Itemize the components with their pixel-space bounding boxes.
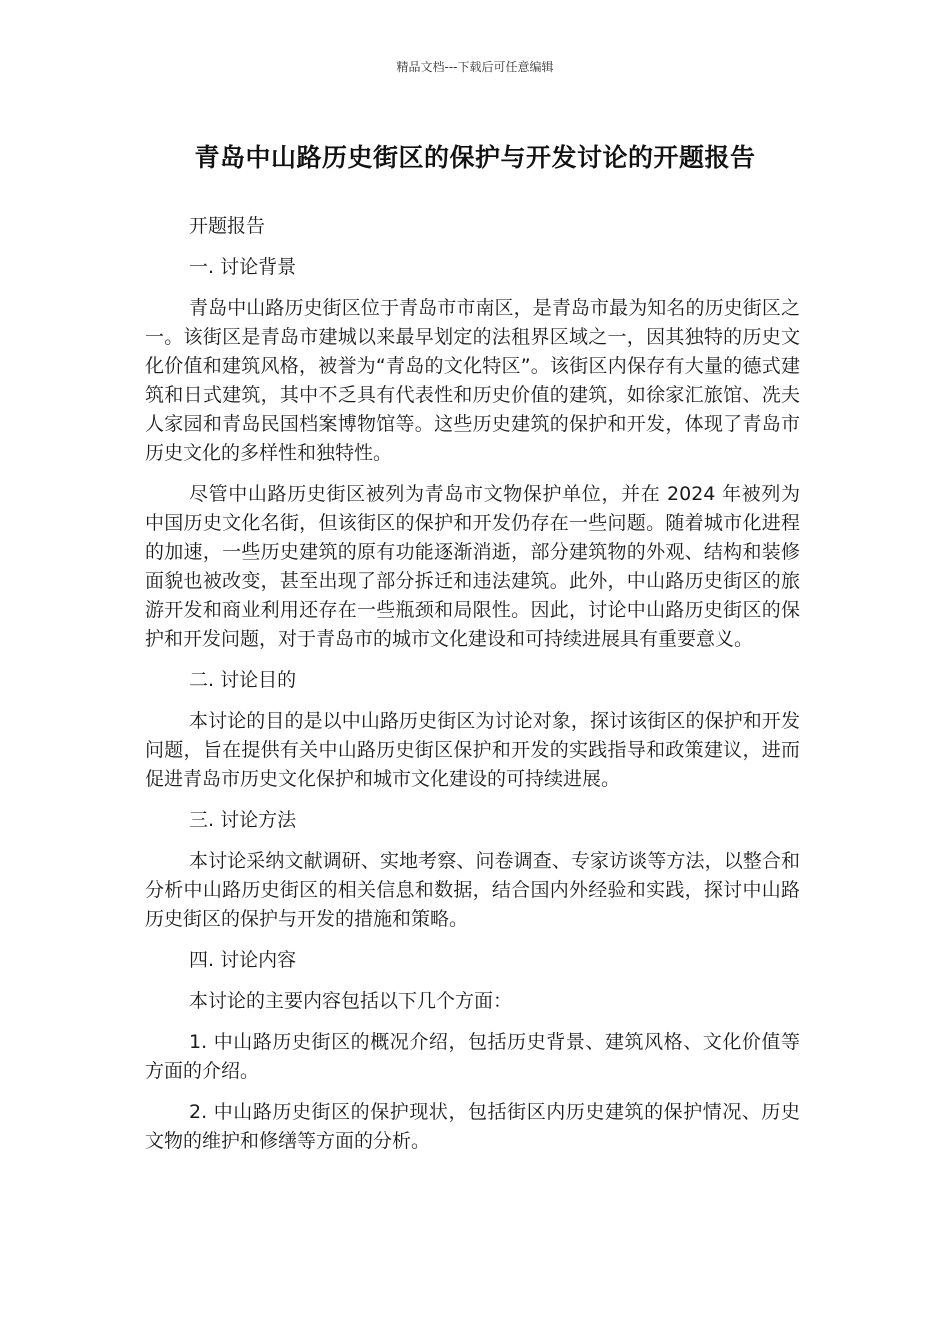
paragraph-background-2: 尽管中山路历史街区被列为青岛市文物保护单位，并在 2024 年被列为中国历史文化名街，但该街区的保护和开发仍存在一些问题。随着城市化进程的加速，一些历史建筑的原有功能逐渐消逝，部分建筑物的外观、结构和装修面貌也被改变，甚至出现了部分拆迁和违法建筑。此外，中山路历史街区的旅游开发和商业利用还存在一些瓶颈和局限性。因此，讨论中山路历史街区的保护和开发问题，对于青岛市的城市文化建设和可持续进展具有重要意义。: [145, 483, 800, 650]
paragraph-method: 本讨论采纳文献调研、实地考察、问卷调查、专家访谈等方法，以整合和分析中山路历史街区的相关信息和数据，结合国内外经验和实践，探讨中山路历史街区的保护与开发的措施和策略。: [145, 850, 800, 930]
section-heading-purpose: 二. 讨论目的: [189, 669, 297, 691]
paragraph-purpose: 本讨论的目的是以中山路历史街区为讨论对象，探讨该街区的保护和开发问题，旨在提供有关中山路历史街区保护和开发的实践指导和政策建议，进而促进青岛市历史文化保护和城市文化建设的可持续进展。: [145, 710, 800, 790]
section-heading-content: 四. 讨论内容: [189, 949, 297, 971]
header-note: 精品文档---下载后可任意编辑: [396, 60, 554, 74]
document-title: 青岛中山路历史街区的保护与开发讨论的开题报告: [194, 143, 756, 172]
section-heading-background: 一. 讨论背景: [189, 256, 297, 278]
list-item-2: 2. 中山路历史街区的保护现状，包括街区内历史建筑的保护情况、历史文物的维护和修缮等方面的分析。: [145, 1101, 800, 1152]
section-heading-method: 三. 讨论方法: [189, 809, 297, 831]
paragraph-content-intro: 本讨论的主要内容包括以下几个方面：: [189, 990, 513, 1012]
paragraph-background-1: 青岛中山路历史街区位于青岛市市南区，是青岛市最为知名的历史街区之一。该街区是青岛市建城以来最早划定的法租界区域之一，因其独特的历史文化价值和建筑风格，被誉为“青岛的文化特区”。该街区内保存有大量的德式建筑和日式建筑，其中不乏具有代表性和历史价值的建筑，如徐家汇旅馆、冼夫人家园和青岛民国档案博物馆等。这些历史建筑的保护和开发，体现了青岛市历史文化的多样性和独特性。: [145, 297, 800, 464]
document-body: [145, 212, 800, 1168]
list-item-1: 1. 中山路历史街区的概况介绍，包括历史背景、建筑风格、文化价值等方面的介绍。: [145, 1031, 800, 1082]
paragraph-heading-report: 开题报告: [189, 215, 266, 237]
